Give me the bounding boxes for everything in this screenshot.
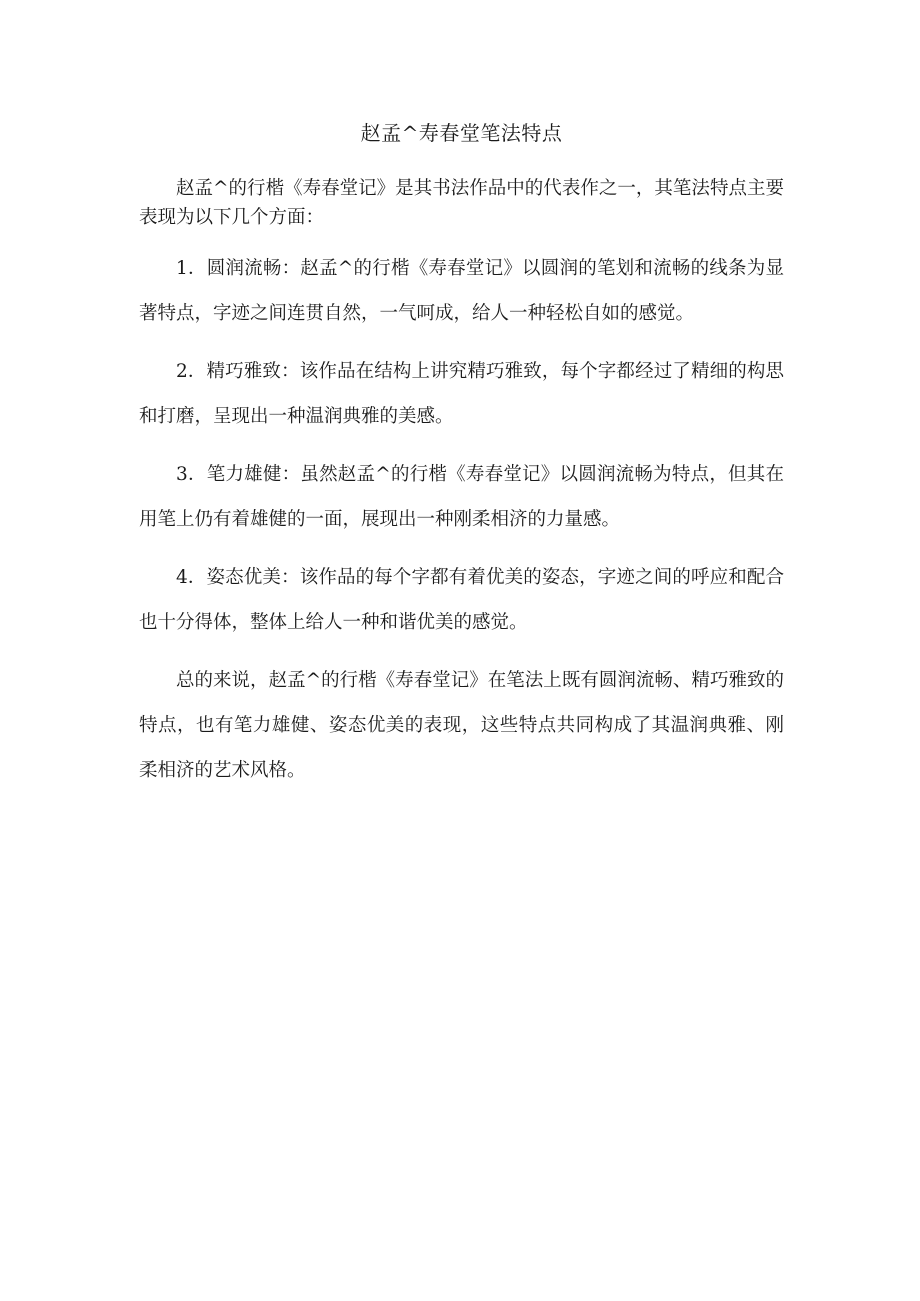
conclusion-paragraph: 总的来说，赵孟^的行楷《寿春堂记》在笔法上既有圆润流畅、精巧雅致的特点，也有笔力雄健、姿态优美的表现，这些特点共同构成了其温润典雅、刚柔相济的艺术风格。 (139, 670, 784, 781)
point-1-paragraph: 1．圆润流畅：赵孟^的行楷《寿春堂记》以圆润的笔划和流畅的线条为显著特点，字迹之间连贯自然，一气呵成，给人一种轻松自如的感觉。 (139, 258, 784, 324)
point-2-paragraph: 2．精巧雅致：该作品在结构上讲究精巧雅致，每个字都经过了精细的构思和打磨，呈现出一种温润典雅的美感。 (139, 361, 784, 427)
intro-paragraph: 赵孟^的行楷《寿春堂记》是其书法作品中的代表作之一，其笔法特点主要表现为以下几个方面： (139, 178, 784, 228)
document-body (139, 118, 784, 806)
point-4-paragraph: 4．姿态优美：该作品的每个字都有着优美的姿态，字迹之间的呼应和配合也十分得体，整体上给人一种和谐优美的感觉。 (139, 567, 784, 633)
document-title: 赵孟^寿春堂笔法特点 (360, 121, 563, 145)
point-3-paragraph: 3．笔力雄健：虽然赵孟^的行楷《寿春堂记》以圆润流畅为特点，但其在用笔上仍有着雄健的一面，展现出一种刚柔相济的力量感。 (139, 464, 784, 530)
